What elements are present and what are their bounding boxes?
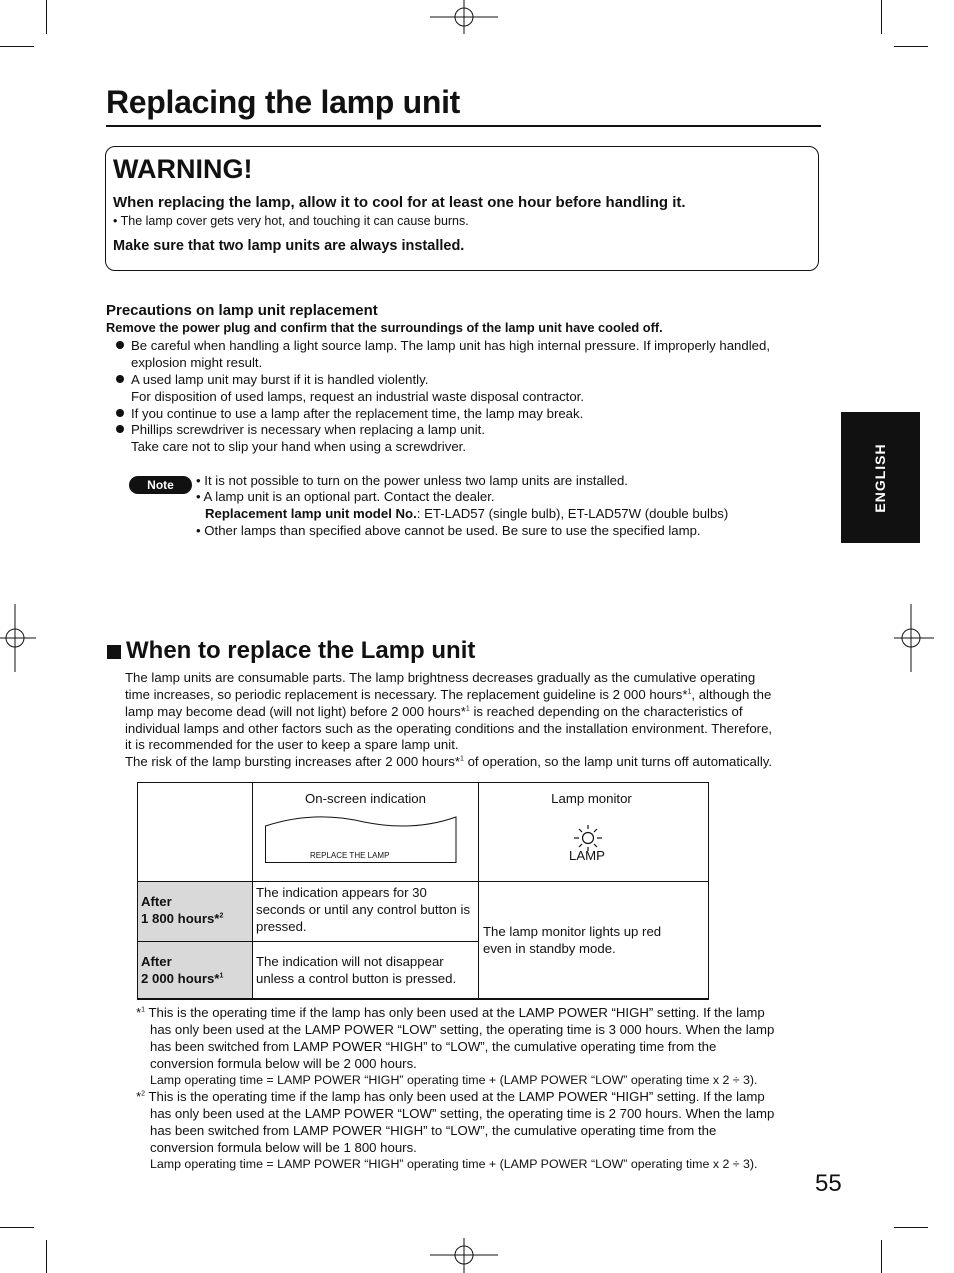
bullet-dot	[116, 409, 124, 417]
warning-line-3: Make sure that two lamp units are always installed.	[113, 238, 465, 254]
footnote-1-line: has only been used at the LAMP POWER “LOW” setting, the operating time is 3 000 hours. When the lamp	[150, 1022, 775, 1037]
precaution-bullet: Be careful when handling a light source lamp. The lamp unit has high internal pressure. If improperly handled, explosion might result.	[131, 338, 770, 370]
bullet-dot	[116, 375, 124, 383]
footnote-2-line: has only been used at the LAMP POWER “LOW” setting, the operating time is 2 700 hours. When the lamp	[150, 1106, 775, 1121]
registration-mark-right	[894, 604, 934, 672]
footnote-1-formula: Lamp operating time = LAMP POWER “HIGH” operating time + (LAMP POWER “LOW” operating time x 2 ÷ 3).	[150, 1073, 758, 1087]
registration-mark-top	[430, 0, 498, 36]
lamp-monitor-text: The lamp monitor lights up red even in standby mode.	[483, 924, 662, 956]
note-line-2: • A lamp unit is an optional part. Contact the dealer.	[196, 489, 495, 504]
footnote-2-line: conversion formula below will be 1 800 hours.	[150, 1140, 417, 1155]
column-header-lamp-monitor: Lamp monitor	[551, 791, 632, 806]
section-paragraph-line: time increases, so periodic replacement is necessary. The replacement guideline is 2 000 hours*$^1$, although the	[125, 687, 772, 702]
section-paragraph-line: The lamp units are consumable parts. The lamp brightness decreases gradually as the cumulative operating	[125, 670, 756, 685]
precaution-bullet-continued: Take care not to slip your hand when using a screwdriver.	[131, 439, 466, 454]
title-rule	[106, 125, 821, 127]
registration-mark-left	[0, 604, 36, 672]
note-model-label: Replacement lamp unit model No.	[205, 506, 417, 521]
warning-heading: WARNING!	[113, 154, 253, 184]
note-model-line	[205, 506, 728, 521]
footnote-2-line: has been switched from LAMP POWER “HIGH” to “LOW”, the cumulative operating time from the	[150, 1123, 717, 1138]
precaution-bullet: Phillips screwdriver is necessary when replacing a lamp unit.	[131, 422, 486, 437]
footnote-2-formula: Lamp operating time = LAMP POWER “HIGH” operating time + (LAMP POWER “LOW” operating time x 2 ÷ 3).	[150, 1157, 758, 1171]
section-paragraph-line: lamp may become dead (will not light) before 2 000 hours*$^1$ is reached depending on the characteristics of	[125, 704, 743, 719]
precautions-heading: Precautions on lamp unit replacement	[106, 302, 378, 319]
row2-indication-text: The indication will not disappear unless a control button is pressed.	[256, 954, 457, 986]
lamp-label: LAMP	[569, 848, 605, 863]
section-square-icon	[107, 645, 121, 659]
row2-label: After 2 000 hours*$^1$	[141, 954, 224, 986]
language-tab-label: ENGLISH	[872, 443, 888, 513]
section-title: When to replace the Lamp unit	[126, 637, 476, 664]
section-paragraph-line: The risk of the lamp bursting increases after 2 000 hours*$^1$ of operation, so the lamp unit turns off automatically.	[125, 754, 773, 769]
page-number: 55	[815, 1170, 842, 1197]
precautions-subheading: Remove the power plug and confirm that the surroundings of the lamp unit have cooled off.	[106, 320, 663, 335]
precaution-bullet: A used lamp unit may burst if it is handled violently.	[131, 372, 429, 387]
footnote-1: *$^1$ This is the operating time if the lamp has only been used at the LAMP POWER “HIGH” setting. If the lamp	[136, 1005, 765, 1020]
footnote-2: *$^2$ This is the operating time if the lamp has only been used at the LAMP POWER “HIGH” setting. If the lamp	[136, 1089, 765, 1104]
bullet-dot	[116, 341, 124, 349]
section-paragraph-line: individual lamps and other factors such as the operating conditions and the installation environment. Therefore,	[125, 721, 773, 736]
footnote-1-line: conversion formula below will be 2 000 hours.	[150, 1056, 417, 1071]
precaution-bullet: If you continue to use a lamp after the replacement time, the lamp may break.	[131, 406, 584, 421]
note-model-value: : ET-LAD57 (single bulb), ET-LAD57W (double bulbs)	[416, 506, 729, 521]
warning-line-2: • The lamp cover gets very hot, and touching it can cause burns.	[113, 214, 469, 228]
section-paragraph-line: it is recommended for the user to keep a spare lamp unit.	[125, 737, 459, 752]
footnote-1-line: has been switched from LAMP POWER “HIGH” to “LOW”, the cumulative operating time from the	[150, 1039, 717, 1054]
registration-mark-bottom	[430, 1238, 498, 1273]
note-badge: Note	[129, 476, 192, 494]
note-line-1: • It is not possible to turn on the power unless two lamp units are installed.	[196, 473, 628, 488]
page-title: Replacing the lamp unit	[106, 84, 461, 120]
row1-indication-text: The indication appears for 30 seconds or until any control button is pressed.	[256, 885, 471, 934]
onscreen-replace-text: REPLACE THE LAMP	[310, 851, 390, 860]
bullet-dot	[116, 425, 124, 433]
note-line-4: • Other lamps than specified above cannot be used. Be sure to use the specified lamp.	[196, 523, 701, 538]
column-header-onscreen: On-screen indication	[305, 791, 426, 806]
precaution-bullet-continued: For disposition of used lamps, request an industrial waste disposal contractor.	[131, 389, 585, 404]
row1-label: After 1 800 hours*$^2$	[141, 894, 224, 926]
warning-line-1: When replacing the lamp, allow it to cool for at least one hour before handling it.	[113, 194, 686, 211]
